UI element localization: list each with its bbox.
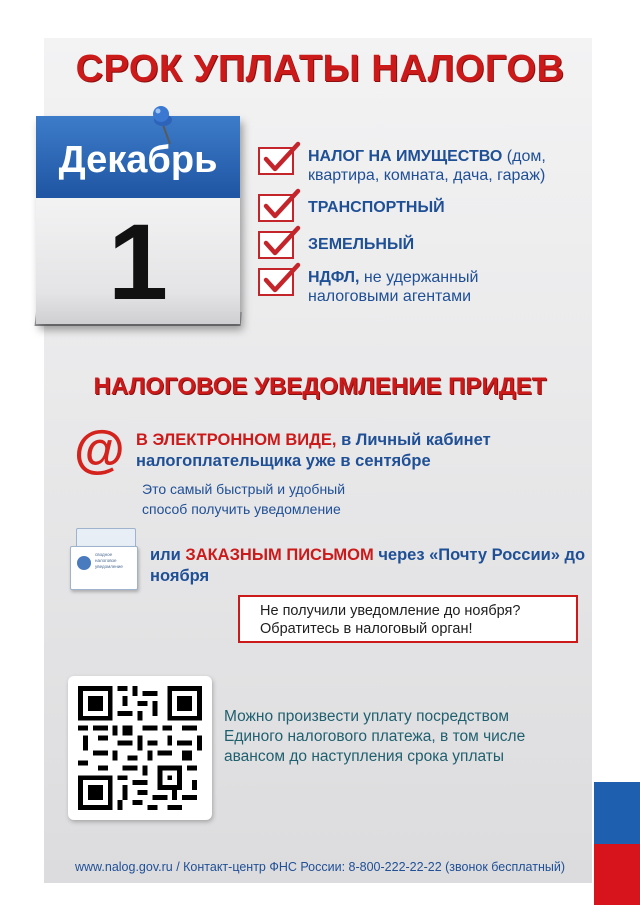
- tax-item-property: [258, 147, 578, 185]
- electronic-text: в Личный кабинет налогоплательщика уже в сентябре: [136, 431, 491, 470]
- tax-item-ndfl: [258, 268, 518, 306]
- calendar-header: [36, 116, 240, 198]
- tax-item-land: [258, 231, 414, 259]
- checkmark-icon: [262, 225, 302, 261]
- tax-description: не удержанный налоговыми агентами: [308, 269, 479, 305]
- notice-box: Не получили уведомление до ноября? Обратитесь в налоговый орган!: [238, 595, 578, 643]
- notification-title: НАЛОГОВОЕ УВЕДОМЛЕНИЕ ПРИДЕТ: [93, 373, 547, 400]
- electronic-note: Это самый быстрый и удобный способ получить уведомление: [142, 481, 346, 517]
- flag-stripe-blue: [594, 782, 640, 844]
- tax-name: ЗЕМЕЛЬНЫЙ: [308, 236, 415, 253]
- calendar: [36, 116, 242, 332]
- mail-prefix: или: [150, 546, 186, 564]
- electronic-label: В ЭЛЕКТРОННОМ ВИДЕ,: [136, 431, 337, 449]
- checkmark-icon: [262, 188, 302, 224]
- tax-name: НАЛОГ НА ИМУЩЕСТВО: [308, 148, 503, 165]
- calendar-page: [36, 116, 240, 324]
- checkmark-icon: [262, 141, 302, 177]
- flag-stripe-red: [594, 844, 640, 905]
- qr-code: [68, 676, 212, 820]
- envelope-label: сводное налоговое уведомление: [95, 552, 123, 569]
- electronic-delivery: [136, 430, 536, 472]
- flag-stripe-white: [594, 720, 640, 782]
- payment-info: Можно произвести уплату посредством Единого налогового платежа, в том числе авансом до наступления срока уплаты: [224, 708, 526, 765]
- calendar-day: 1: [107, 201, 169, 322]
- tax-description: (дом, квартира, комната, дача, гараж): [308, 148, 546, 184]
- page-title: СРОК УПЛАТЫ НАЛОГОВ: [75, 48, 565, 90]
- checkmark-icon: [262, 262, 302, 298]
- envelope-seal: [77, 556, 91, 570]
- checkbox: [258, 194, 294, 222]
- mail-label: ЗАКАЗНЫМ ПИСЬМОМ: [185, 546, 374, 564]
- qr-code-icon: [78, 686, 202, 810]
- push-pin-icon: [150, 106, 180, 146]
- checkbox: [258, 231, 294, 259]
- footer-contacts: www.nalog.gov.ru / Контакт-центр ФНС России: 8-800-222-22-22 (звонок бесплатный): [75, 860, 565, 874]
- tax-name: ТРАНСПОРТНЫЙ: [308, 199, 445, 216]
- calendar-month: Декабрь: [58, 138, 218, 181]
- checkbox: [258, 268, 294, 296]
- mail-delivery: [150, 545, 600, 587]
- tax-item-transport: [258, 194, 445, 222]
- envelope-icon: [70, 528, 140, 590]
- envelope-front: [70, 546, 138, 590]
- checkbox: [258, 147, 294, 175]
- mail-text: через «Почту России» до ноября: [150, 546, 586, 585]
- at-icon: @: [74, 421, 125, 479]
- tax-name: НДФЛ,: [308, 269, 360, 286]
